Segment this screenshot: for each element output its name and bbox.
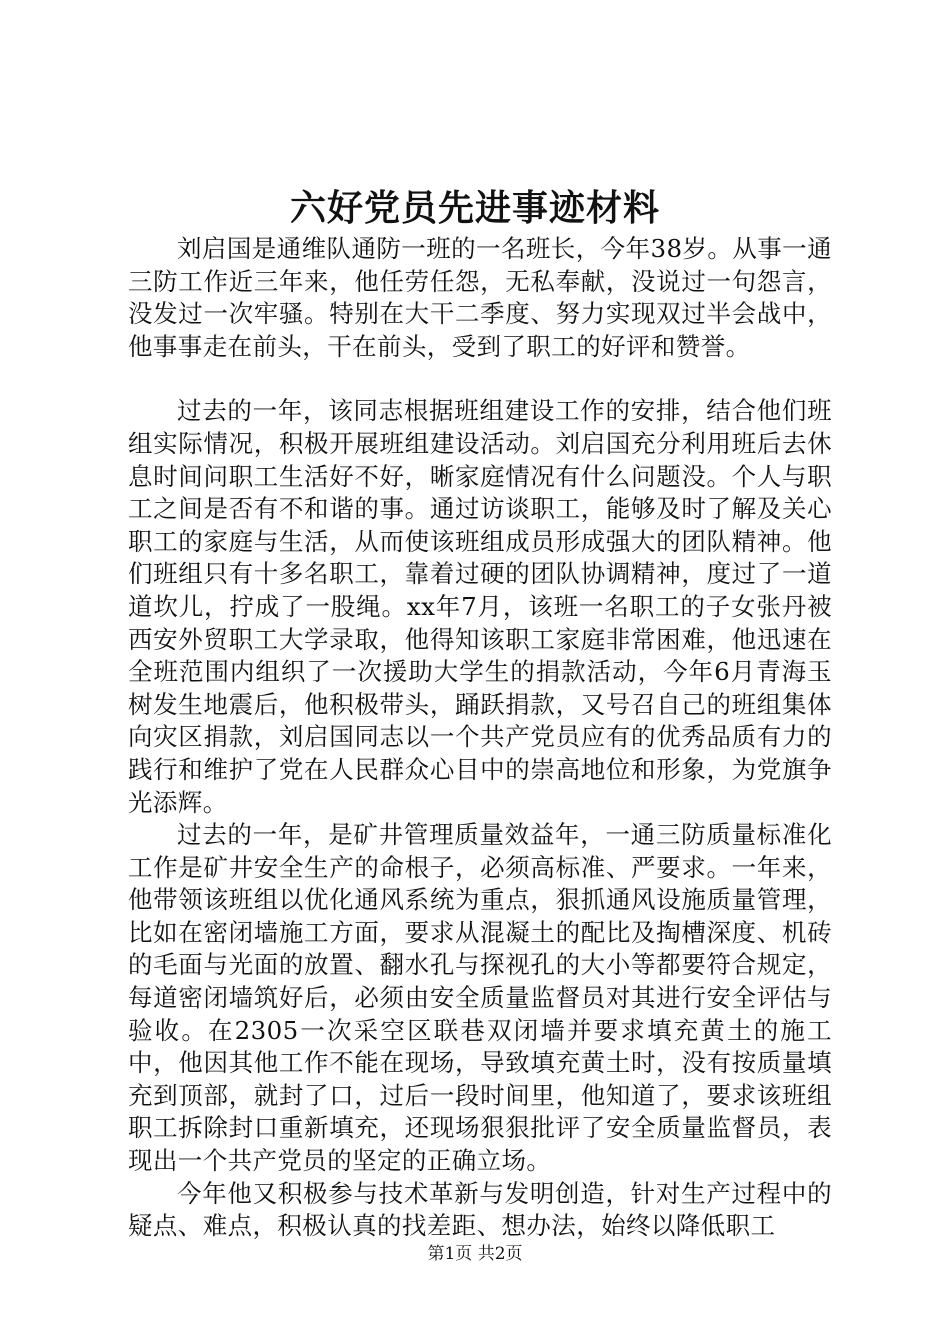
document-title: 六好党员先进事迹材料 (289, 187, 660, 229)
document-body (128, 233, 832, 1243)
page-footer: 第1页 共2页 (427, 1244, 523, 1264)
paragraph-1: 刘启国是通维队通防一班的一名班长，今年38岁。从事一通三防工作近三年来，他任劳任怨，无私奉献，没说过一句怨言，没发过一次牢骚。特别在大干二季度、努力实现双过半会战中，他事事走在前头，干在前头，受到了职工的好评和赞誉。 (128, 234, 832, 361)
paragraph-4: 今年他又积极参与技术革新与发明创造，针对生产过程中的疑点、难点，积极认真的找差距、想办法，始终以降低职工 (128, 1178, 832, 1241)
paragraph-3: 过去的一年，是矿井管理质量效益年，一通三防质量标准化工作是矿井安全生产的命根子，必须高标准、严要求。一年来，他带领该班组以优化通风系统为重点，狠抓通风设施质量管理，比如在密闭墙施工方面，要求从混凝土的配比及掏槽深度、机砖的毛面与光面的放置、翻水孔与探视孔的大小等都要符合规定，每道密闭墙筑好后，必须由安全质量监督员对其进行安全评估与验收。在2305一次采空区联巷双闭墙并要求填充黄土的施工中，他因其他工作不能在现场，导致填充黄土时，没有按质量填充到顶部，就封了口，过后一段时间里，他知道了，要求该班组职工拆除封口重新填充，还现场狠狠批评了安全质量监督员，表现出一个共产党员的坚定的正确立场。 (128, 820, 832, 1176)
paragraph-2: 过去的一年，该同志根据班组建设工作的安排，结合他们班组实际情况，积极开展班组建设活动。刘启国充分利用班后去休息时间问职工生活好不好，晰家庭情况有什么问题没。个人与职工之间是否有不和谐的事。通过访谈职工，能够及时了解及关心职工的家庭与生活，从而使该班组成员形成强大的团队精神。他们班组只有十多名职工，靠着过硬的团队协调精神，度过了一道道坎儿，拧成了一股绳。xx年7月，该班一名职工的子女张丹被西安外贸职工大学录取，他得知该职工家庭非常困难，他迅速在全班范围内组织了一次援助大学生的捐款活动，今年6月青海玉树发生地震后，他积极带头，踊跃捐款，又号召自己的班组集体向灾区捐款，刘启国同志以一个共产党员应有的优秀品质有力的践行和维护了党在人民群众心目中的崇高地位和形象，为党旗争光添辉。 (128, 396, 832, 817)
